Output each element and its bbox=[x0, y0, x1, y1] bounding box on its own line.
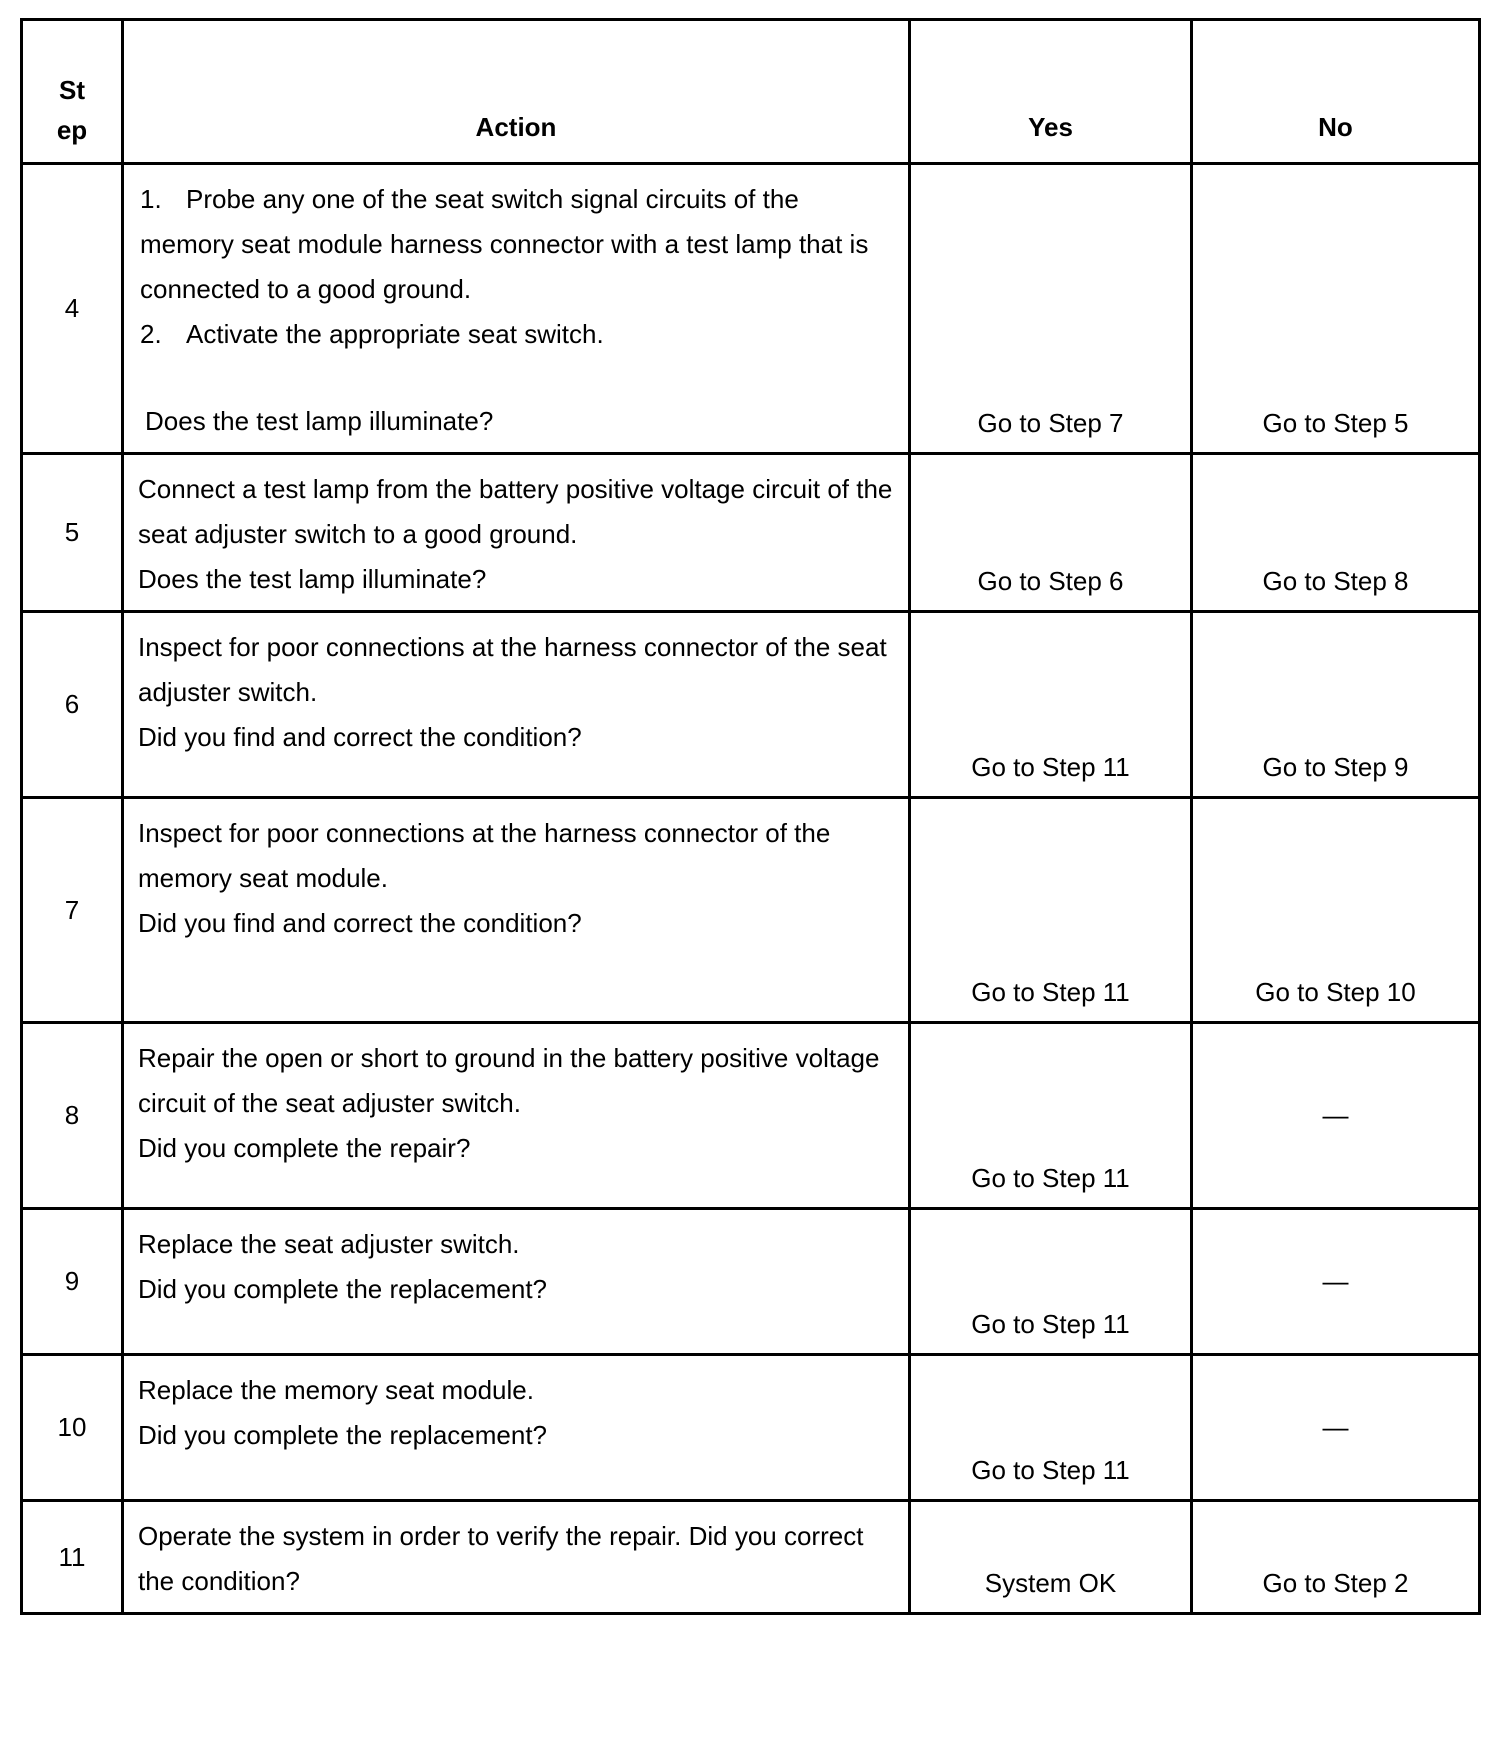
step-number: 10 bbox=[22, 1355, 123, 1501]
action-item-number: 1. bbox=[140, 184, 162, 214]
action-cell bbox=[123, 1355, 910, 1501]
table-row bbox=[22, 164, 1480, 454]
action-question: Did you complete the replacement? bbox=[138, 1274, 548, 1304]
yes-result: Go to Step 11 bbox=[910, 1023, 1192, 1209]
no-result: Go to Step 10 bbox=[1192, 798, 1480, 1023]
table-row bbox=[22, 1355, 1480, 1501]
yes-result: Go to Step 11 bbox=[910, 1355, 1192, 1501]
no-result: Go to Step 8 bbox=[1192, 454, 1480, 612]
action-cell bbox=[123, 1501, 910, 1614]
step-number: 11 bbox=[22, 1501, 123, 1614]
step-number: 5 bbox=[22, 454, 123, 612]
table-row bbox=[22, 1209, 1480, 1355]
no-result: — bbox=[1192, 1209, 1480, 1355]
yes-result: Go to Step 11 bbox=[910, 612, 1192, 798]
action-cell bbox=[123, 798, 910, 1023]
action-cell bbox=[123, 164, 910, 454]
header-step-line1: St bbox=[59, 75, 85, 105]
action-text: Operate the system in order to verify the repair. Did you correct the condition? bbox=[138, 1521, 864, 1596]
step-number: 7 bbox=[22, 798, 123, 1023]
action-text: Connect a test lamp from the battery positive voltage circuit of the seat adjuster switch to a good ground. bbox=[138, 474, 893, 549]
yes-result: System OK bbox=[910, 1501, 1192, 1614]
action-cell bbox=[123, 1023, 910, 1209]
action-question: Did you find and correct the condition? bbox=[138, 722, 582, 752]
action-question: Does the test lamp illuminate? bbox=[145, 406, 494, 436]
action-cell bbox=[123, 454, 910, 612]
header-no: No bbox=[1192, 20, 1480, 164]
table-row bbox=[22, 798, 1480, 1023]
action-item-text: Probe any one of the seat switch signal circuits of the memory seat module harness connector with a test lamp that is connected to a good ground. bbox=[140, 184, 869, 304]
action-cell bbox=[123, 1209, 910, 1355]
yes-result: Go to Step 11 bbox=[910, 798, 1192, 1023]
no-result: Go to Step 5 bbox=[1192, 164, 1480, 454]
no-result: Go to Step 2 bbox=[1192, 1501, 1480, 1614]
action-text: Replace the memory seat module. bbox=[138, 1375, 534, 1405]
yes-result: Go to Step 7 bbox=[910, 164, 1192, 454]
action-item bbox=[138, 177, 894, 312]
header-step bbox=[22, 20, 123, 164]
step-number: 9 bbox=[22, 1209, 123, 1355]
action-item bbox=[138, 312, 894, 357]
table-header-row bbox=[22, 20, 1480, 164]
action-question: Did you complete the repair? bbox=[138, 1133, 471, 1163]
action-question: Did you complete the replacement? bbox=[138, 1420, 548, 1450]
table-row bbox=[22, 1023, 1480, 1209]
table-row bbox=[22, 612, 1480, 798]
action-item-number: 2. bbox=[140, 319, 162, 349]
table-row bbox=[22, 454, 1480, 612]
step-number: 6 bbox=[22, 612, 123, 798]
action-text: Repair the open or short to ground in the battery positive voltage circuit of the seat adjuster switch. bbox=[138, 1043, 880, 1118]
action-cell bbox=[123, 612, 910, 798]
action-question: Does the test lamp illuminate? bbox=[138, 564, 487, 594]
action-question: Did you find and correct the condition? bbox=[138, 908, 582, 938]
action-text: Replace the seat adjuster switch. bbox=[138, 1229, 520, 1259]
yes-result: Go to Step 6 bbox=[910, 454, 1192, 612]
action-text: Inspect for poor connections at the harness connector of the seat adjuster switch. bbox=[138, 632, 887, 707]
step-number: 8 bbox=[22, 1023, 123, 1209]
yes-result: Go to Step 11 bbox=[910, 1209, 1192, 1355]
header-step-line2: ep bbox=[56, 115, 88, 145]
table-row bbox=[22, 1501, 1480, 1614]
step-number: 4 bbox=[22, 164, 123, 454]
header-action: Action bbox=[123, 20, 910, 164]
action-item-text: Activate the appropriate seat switch. bbox=[186, 319, 604, 349]
no-result: Go to Step 9 bbox=[1192, 612, 1480, 798]
action-text: Inspect for poor connections at the harness connector of the memory seat module. bbox=[138, 818, 831, 893]
no-result: — bbox=[1192, 1023, 1480, 1209]
header-yes: Yes bbox=[910, 20, 1192, 164]
no-result: — bbox=[1192, 1355, 1480, 1501]
diagnostic-table bbox=[20, 18, 1481, 1615]
